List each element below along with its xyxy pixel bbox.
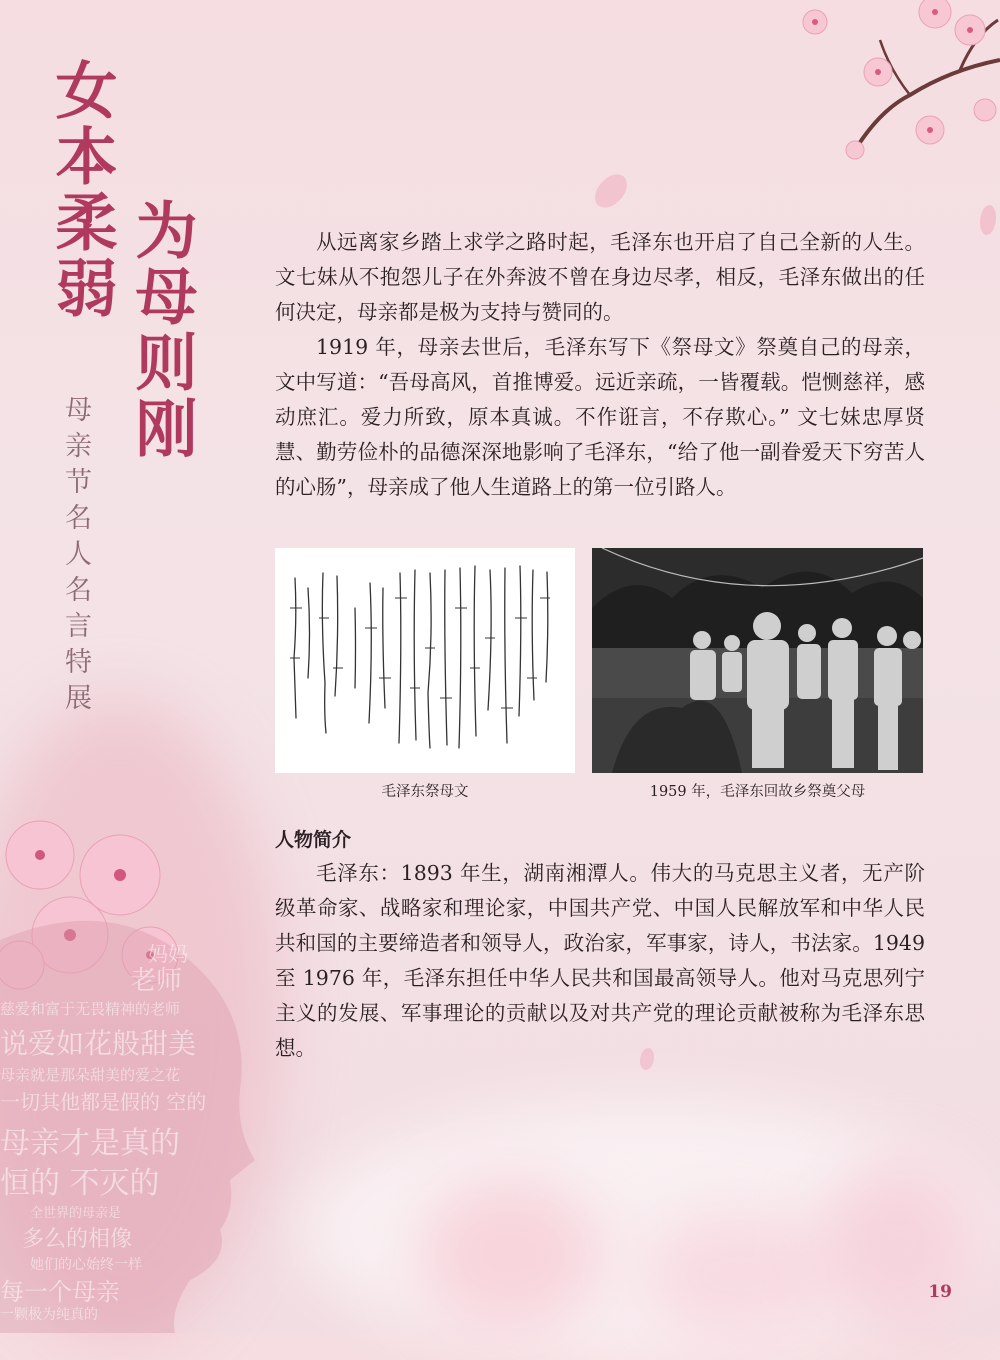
- handwriting-icon: [275, 548, 575, 773]
- decor-quote-line: 多么的相像: [22, 1227, 133, 1252]
- decor-quote-line: 一颗极为纯真的: [0, 1307, 98, 1323]
- decor-quote-line: 恒的 不灭的: [0, 1166, 160, 1201]
- decor-quote-line: 妈妈: [148, 942, 188, 966]
- photo-scene-icon: [592, 548, 923, 773]
- cherry-blossom-branch-icon: [760, 0, 1000, 180]
- blurred-blossom: [820, 1160, 980, 1330]
- blurred-blossom: [420, 1180, 600, 1330]
- decor-quote-line: 全世界的母亲是: [30, 1206, 122, 1221]
- decor-quote-line: 慈爱和富于无畏精神的老师: [0, 1000, 181, 1018]
- blurred-blossom: [640, 1210, 840, 1340]
- page-number: 19: [928, 1282, 952, 1302]
- decor-quote-line: 她们的心始终一样: [30, 1257, 142, 1273]
- profile-body: [275, 856, 925, 1066]
- exhibition-subtitle: 母亲节名人名言特展: [60, 395, 91, 719]
- page-title-part2: 为母则刚: [125, 198, 198, 462]
- article-paragraph: 从远离家乡踏上求学之路时起，毛泽东也开启了自己全新的人生。文七妹从不抱怨儿子在外奔波不曾在身边尽孝，相反，毛泽东做出的任何决定，母亲都是极为支持与赞同的。: [275, 230, 925, 324]
- decor-quote-block: [0, 930, 250, 1333]
- manuscript-image: [275, 548, 575, 773]
- decor-quote-line: 每一个母亲: [0, 1278, 120, 1306]
- manuscript-caption: 毛泽东祭母文: [381, 784, 469, 800]
- decor-quote-line: 一切其他都是假的 空的: [0, 1090, 207, 1114]
- decor-quote-line: 母亲才是真的: [0, 1126, 180, 1161]
- profile-paragraph: 毛泽东：1893 年生，湖南湘潭人。伟大的马克思主义者，无产阶级革命家、战略家和理论家，中国共产党、中国人民解放军和中华人民共和国的主要缔造者和领导人，政治家，军事家，诗人，书法家。1949 至 1976 年，毛泽东担任中华人民共和国最高领导人。他对马克思列宁主义的发展、军事理论的贡献以及对共产党的理论贡献被称为毛泽东思想。: [275, 861, 925, 1060]
- petal: [590, 168, 632, 214]
- decor-quote-line: 说爱如花般甜美: [0, 1027, 197, 1060]
- photo-caption: 1959 年，毛泽东回故乡祭奠父母: [649, 784, 866, 800]
- article-paragraph: 1919 年，母亲去世后，毛泽东写下《祭母文》祭奠自己的母亲，文中写道：“吾母高风，首推博爱。远近亲疏，一皆覆载。恺恻慈祥，感动庶汇。爱力所致，原本真诚。不作诳言，不存欺心。” 文七妹忠厚贤慧、勤劳俭朴的品德深深地影响了毛泽东，“给了他一副眷爱天下穷苦人的心肠”，母亲成了他人生道路上的第一位引路人。: [275, 335, 925, 499]
- page-title-part1: 女本柔弱: [45, 58, 118, 322]
- decor-quote-line: 母亲就是那朵甜美的爱之花: [0, 1066, 181, 1084]
- historical-photo: [592, 548, 923, 773]
- article-body: [275, 225, 925, 505]
- profile-heading: 人物简介: [275, 829, 352, 851]
- decor-quote-line: 老师: [130, 966, 183, 996]
- petal: [980, 205, 996, 235]
